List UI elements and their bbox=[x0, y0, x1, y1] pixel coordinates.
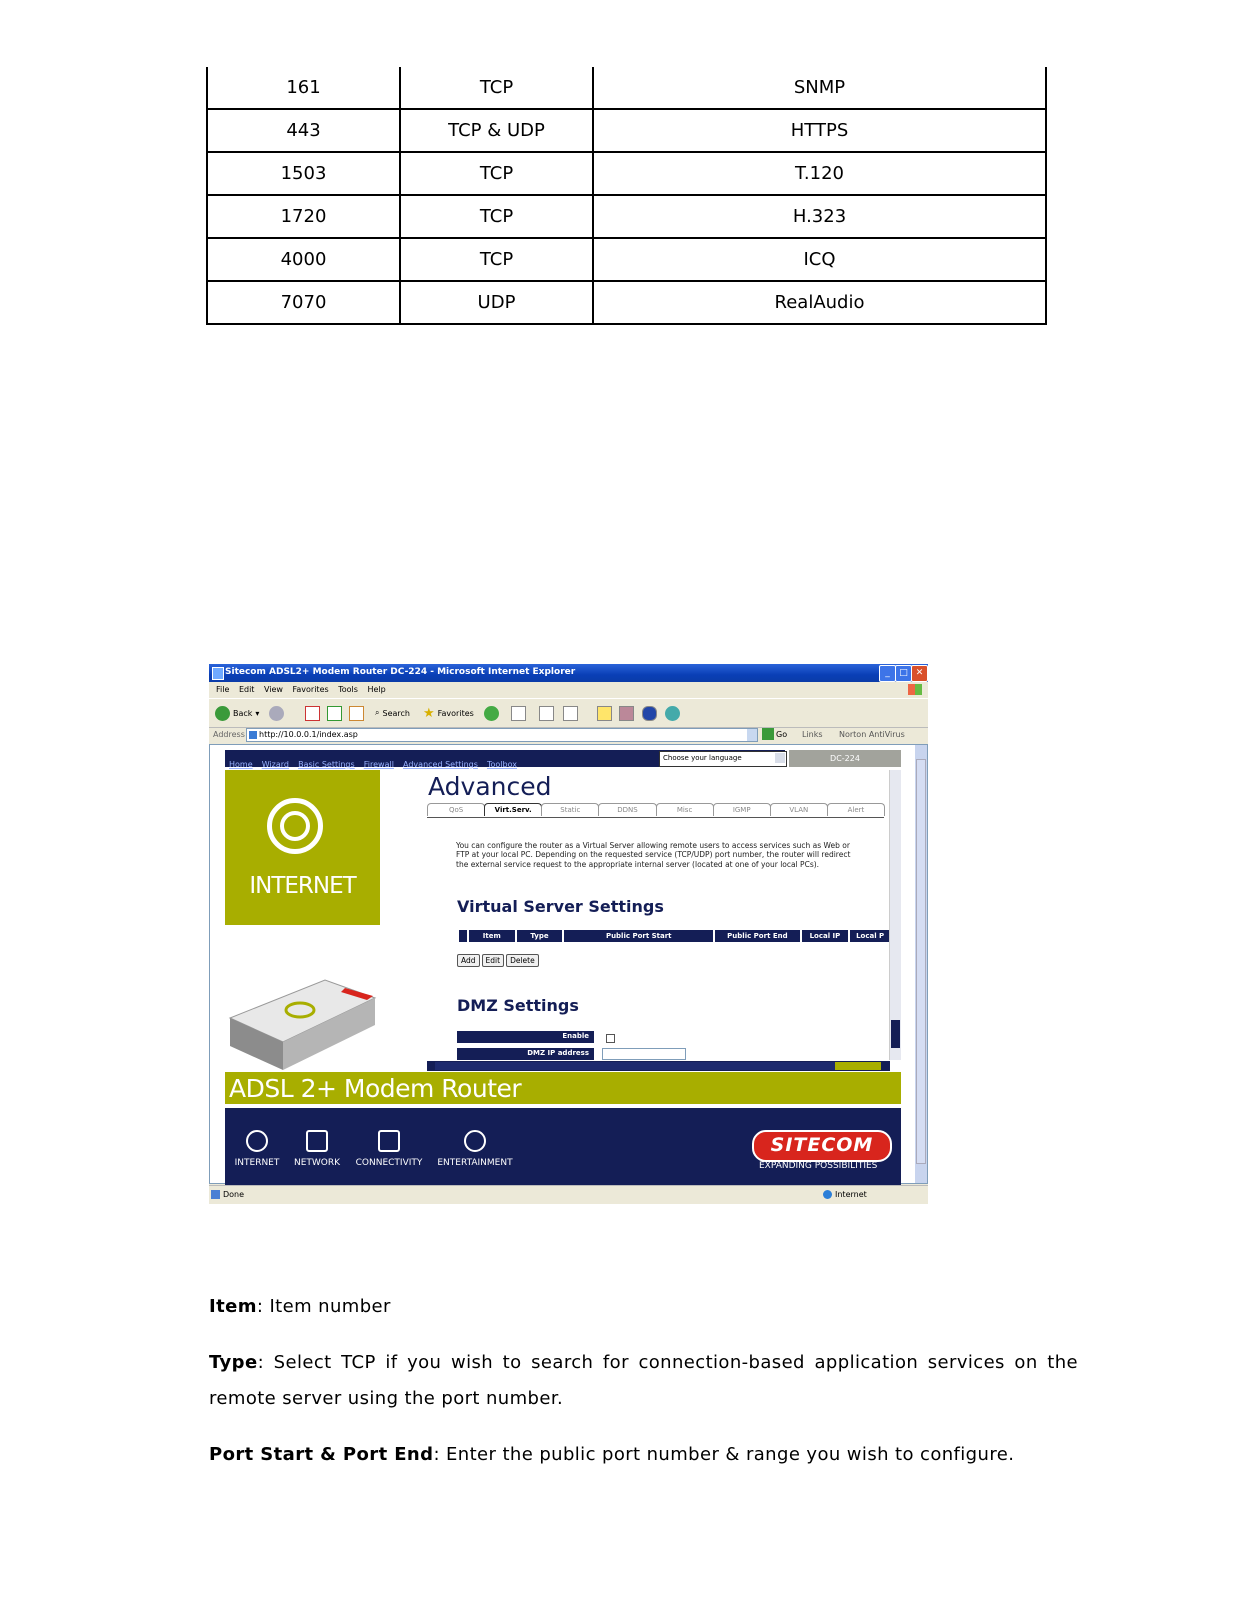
links-button[interactable]: Links bbox=[802, 730, 823, 739]
port-text: : Enter the public port number & range you wish to configure. bbox=[433, 1444, 1015, 1465]
port-cell: 1720 bbox=[207, 195, 400, 238]
print-icon bbox=[539, 706, 554, 721]
stop-icon bbox=[305, 706, 320, 721]
scroll-thumb[interactable] bbox=[916, 759, 926, 1164]
window-titlebar bbox=[209, 664, 928, 682]
menu-file[interactable]: File bbox=[216, 685, 230, 694]
page-content bbox=[209, 744, 928, 1184]
tab-ddns[interactable]: DDNS bbox=[598, 803, 656, 816]
port-table bbox=[206, 67, 1047, 325]
service-cell: HTTPS bbox=[593, 109, 1046, 152]
column-item: Item bbox=[467, 930, 515, 942]
inner-vertical-scrollbar[interactable] bbox=[889, 770, 901, 1060]
port-cell: 443 bbox=[207, 109, 400, 152]
search-button[interactable] bbox=[375, 705, 410, 721]
dmz-enable-label bbox=[457, 1031, 594, 1043]
page-title: Advanced bbox=[428, 772, 552, 801]
network-icon bbox=[306, 1130, 328, 1152]
port-cell: 1503 bbox=[207, 152, 400, 195]
router-footer bbox=[225, 1108, 901, 1185]
menu-bar bbox=[209, 682, 928, 697]
refresh-button[interactable] bbox=[327, 705, 342, 721]
window-title: Sitecom ADSL2+ Modem Router DC-224 - Microsoft Internet Explorer bbox=[225, 667, 576, 677]
norton-antivirus-button[interactable]: Norton AntiVirus bbox=[839, 730, 905, 739]
edit-button[interactable] bbox=[563, 705, 578, 721]
router-product-image bbox=[225, 970, 385, 1075]
back-label: Back bbox=[233, 708, 253, 718]
browser-screenshot bbox=[209, 664, 928, 1204]
nav-advanced-settings[interactable]: Advanced Settings bbox=[403, 760, 478, 769]
globe-icon bbox=[823, 1190, 832, 1199]
favorites-button[interactable] bbox=[423, 705, 474, 721]
print-button[interactable] bbox=[539, 705, 554, 721]
footer-network-label: NETWORK bbox=[293, 1158, 341, 1168]
dmz-ip-label bbox=[457, 1048, 594, 1060]
port-cell: 161 bbox=[207, 67, 400, 109]
footer-network[interactable] bbox=[291, 1130, 343, 1168]
footer-entertainment-label: ENTERTAINMENT bbox=[437, 1158, 513, 1168]
language-select-value: Choose your language bbox=[663, 754, 742, 762]
chevron-down-icon bbox=[775, 753, 785, 763]
type-text: : Select TCP if you wish to search for connection-based application services on the remote server using the port number. bbox=[209, 1352, 1078, 1409]
tab-virt-serv[interactable]: Virt.Serv. bbox=[484, 803, 542, 816]
page-done-icon bbox=[211, 1190, 220, 1199]
messenger-icon bbox=[665, 706, 680, 721]
play-icon bbox=[464, 1130, 486, 1152]
protocol-cell: UDP bbox=[400, 281, 593, 324]
service-cell: ICQ bbox=[593, 238, 1046, 281]
tab-alert[interactable]: Alert bbox=[827, 803, 885, 816]
service-cell: SNMP bbox=[593, 67, 1046, 109]
scroll-thumb[interactable] bbox=[891, 1020, 900, 1048]
column-spacer bbox=[457, 930, 467, 942]
protocol-cell: TCP & UDP bbox=[400, 109, 593, 152]
menu-view[interactable]: View bbox=[263, 685, 283, 694]
internet-icon-inner bbox=[280, 811, 310, 841]
minimize-button[interactable]: _ bbox=[879, 665, 896, 682]
menu-help[interactable]: Help bbox=[367, 685, 386, 694]
tab-bar bbox=[427, 803, 884, 818]
mail-button[interactable] bbox=[511, 705, 526, 721]
search-icon: ⌕ bbox=[375, 708, 380, 717]
close-button[interactable]: ✕ bbox=[911, 665, 928, 682]
column-type: Type bbox=[515, 930, 563, 942]
menu-tools[interactable]: Tools bbox=[338, 685, 358, 694]
ie-icon bbox=[212, 667, 224, 680]
product-band bbox=[225, 1072, 901, 1104]
internet-icon bbox=[246, 1130, 268, 1152]
dmz-enable-checkbox[interactable] bbox=[606, 1034, 615, 1043]
dmz-heading: DMZ Settings bbox=[457, 996, 579, 1015]
service-cell: T.120 bbox=[593, 152, 1046, 195]
discuss-button[interactable] bbox=[597, 705, 612, 721]
column-local-ip: Local IP bbox=[800, 930, 849, 942]
item-text: : Item number bbox=[256, 1296, 391, 1317]
status-bar bbox=[209, 1185, 928, 1204]
dmz-ip-input[interactable] bbox=[602, 1048, 686, 1060]
table-row bbox=[207, 109, 1046, 152]
mail-icon bbox=[511, 706, 526, 721]
back-arrow-icon bbox=[215, 706, 230, 721]
scroll-track-highlight bbox=[835, 1062, 881, 1070]
protocol-cell: TCP bbox=[400, 67, 593, 109]
page-icon bbox=[249, 731, 257, 739]
messenger-button[interactable] bbox=[665, 705, 680, 721]
note-icon bbox=[597, 706, 612, 721]
footer-entertainment[interactable] bbox=[433, 1130, 517, 1168]
delete-button[interactable]: Delete bbox=[506, 954, 539, 967]
status-text: Done bbox=[223, 1190, 245, 1199]
virtual-server-description: You can configure the router as a Virtual Server allowing remote users to access services such as Web or FTP at your local PC. Depending on the requested service (TCP/UDP) port number, the router will redirect the external service request to the appropriate internal server (located at one of your local PCs). bbox=[456, 841, 851, 869]
edit-icon bbox=[563, 706, 578, 721]
tab-vlan[interactable]: VLAN bbox=[770, 803, 828, 816]
footer-internet[interactable] bbox=[233, 1130, 281, 1168]
service-cell: RealAudio bbox=[593, 281, 1046, 324]
chevron-down-icon: ▾ bbox=[255, 708, 260, 718]
port-cell: 7070 bbox=[207, 281, 400, 324]
item-description bbox=[209, 1289, 1078, 1325]
nav-toolbox[interactable]: Toolbox bbox=[486, 760, 517, 769]
virtual-server-table-header bbox=[457, 930, 890, 942]
history-icon bbox=[484, 706, 499, 721]
address-label: Address bbox=[213, 730, 245, 739]
history-button[interactable] bbox=[484, 705, 499, 721]
refresh-icon bbox=[327, 706, 342, 721]
add-button[interactable]: Add bbox=[457, 954, 480, 967]
dmz-enable-text: Enable bbox=[562, 1032, 589, 1040]
protocol-cell: TCP bbox=[400, 238, 593, 281]
model-badge: DC-224 bbox=[789, 750, 901, 767]
table-row bbox=[207, 67, 1046, 109]
protocol-cell: TCP bbox=[400, 152, 593, 195]
dmz-ip-text: DMZ IP address bbox=[527, 1049, 589, 1057]
internet-panel bbox=[225, 770, 380, 925]
port-term: Port Start & Port End bbox=[209, 1444, 434, 1465]
tab-qos[interactable]: QoS bbox=[427, 803, 485, 816]
browser-toolbar bbox=[209, 698, 928, 728]
internet-label: INTERNET bbox=[249, 873, 356, 899]
tab-misc[interactable]: Misc bbox=[656, 803, 714, 816]
virtual-server-buttons bbox=[457, 954, 539, 967]
nav-basic-settings[interactable]: Basic Settings bbox=[298, 760, 355, 769]
book-icon bbox=[619, 706, 634, 721]
go-label: Go bbox=[776, 729, 788, 739]
address-url: http://10.0.0.1/index.asp bbox=[259, 730, 358, 739]
language-select[interactable] bbox=[659, 751, 787, 767]
tab-igmp[interactable]: IGMP bbox=[713, 803, 771, 816]
type-description bbox=[209, 1345, 1078, 1417]
column-local-port: Local P bbox=[848, 930, 890, 942]
scroll-thumb[interactable] bbox=[435, 1062, 835, 1070]
footer-internet-label: INTERNET bbox=[234, 1158, 280, 1168]
chevron-down-icon[interactable] bbox=[747, 729, 757, 741]
address-bar bbox=[209, 727, 928, 743]
nav-wizard[interactable]: Wizard bbox=[261, 760, 290, 769]
maximize-button[interactable]: □ bbox=[895, 665, 912, 682]
service-cell: H.323 bbox=[593, 195, 1046, 238]
connectivity-icon bbox=[378, 1130, 400, 1152]
column-public-port-end: Public Port End bbox=[713, 930, 799, 942]
home-icon bbox=[349, 706, 364, 721]
security-zone: Internet bbox=[835, 1190, 867, 1199]
star-icon: ★ bbox=[423, 705, 435, 721]
type-term: Type bbox=[209, 1352, 258, 1373]
sitecom-logo: SITECOM bbox=[752, 1130, 892, 1162]
research-button[interactable] bbox=[619, 705, 634, 721]
table-row bbox=[207, 281, 1046, 324]
forward-button[interactable] bbox=[269, 705, 284, 721]
menu-favorites[interactable]: Favorites bbox=[292, 685, 329, 694]
nav-home[interactable]: Home bbox=[229, 760, 253, 769]
favorites-label: Favorites bbox=[437, 708, 474, 718]
footer-connectivity-label: CONNECTIVITY bbox=[355, 1158, 423, 1168]
brand-tagline: EXPANDING POSSIBILITIES bbox=[759, 1161, 878, 1171]
menu-edit[interactable]: Edit bbox=[238, 685, 255, 694]
stop-button[interactable] bbox=[305, 705, 320, 721]
bluetooth-icon bbox=[642, 706, 657, 721]
go-arrow-icon bbox=[762, 728, 774, 740]
footer-connectivity[interactable] bbox=[352, 1130, 426, 1168]
column-public-port-start: Public Port Start bbox=[562, 930, 713, 942]
product-name: ADSL 2+ Modem Router bbox=[229, 1074, 522, 1103]
table-row bbox=[207, 238, 1046, 281]
search-label: Search bbox=[382, 708, 410, 718]
windows-logo-icon bbox=[908, 684, 922, 695]
forward-arrow-icon bbox=[269, 706, 284, 721]
virtual-server-heading: Virtual Server Settings bbox=[457, 897, 664, 916]
tab-static[interactable]: Static bbox=[541, 803, 599, 816]
nav-firewall[interactable]: Firewall bbox=[363, 760, 394, 769]
inner-horizontal-scrollbar[interactable] bbox=[427, 1061, 890, 1071]
item-term: Item bbox=[209, 1296, 257, 1317]
go-button[interactable] bbox=[762, 728, 787, 740]
bluetooth-button[interactable] bbox=[642, 705, 657, 721]
back-button[interactable] bbox=[215, 705, 259, 721]
page-vertical-scrollbar[interactable] bbox=[915, 745, 927, 1183]
protocol-cell: TCP bbox=[400, 195, 593, 238]
table-row bbox=[207, 195, 1046, 238]
address-input[interactable] bbox=[246, 728, 758, 742]
edit-button[interactable]: Edit bbox=[482, 954, 505, 967]
port-cell: 4000 bbox=[207, 238, 400, 281]
port-description bbox=[209, 1437, 1078, 1473]
table-row bbox=[207, 152, 1046, 195]
home-button[interactable] bbox=[349, 705, 364, 721]
